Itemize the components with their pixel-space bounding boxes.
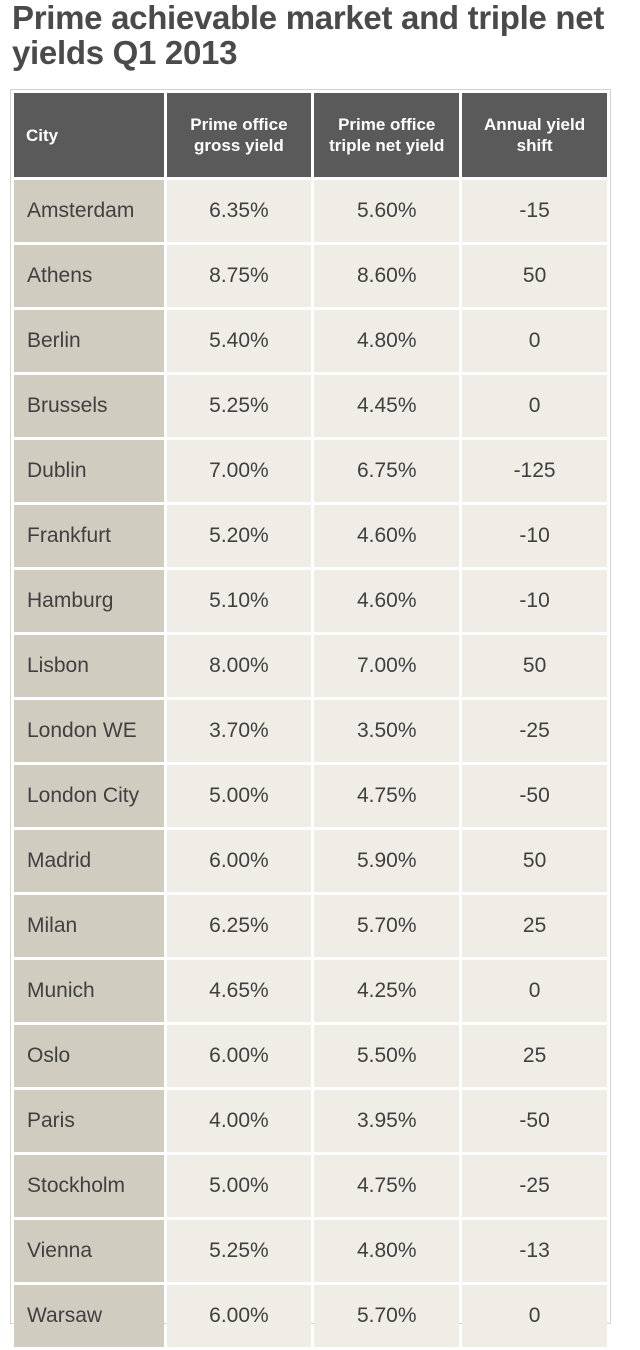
table-row — [14, 895, 607, 957]
city-cell: Berlin — [14, 310, 164, 372]
city-cell: Vienna — [14, 1220, 164, 1282]
header-triple-net-yield: Prime office triple net yield — [314, 93, 459, 177]
city-cell: Frankfurt — [14, 505, 164, 567]
table-row — [14, 1285, 607, 1347]
yield-shift-cell: -13 — [462, 1220, 607, 1282]
yield-shift-cell: -50 — [462, 1090, 607, 1152]
table-row — [14, 570, 607, 632]
gross-yield-cell: 5.20% — [167, 505, 312, 567]
gross-yield-cell: 8.75% — [167, 245, 312, 307]
city-cell: Paris — [14, 1090, 164, 1152]
city-cell: Amsterdam — [14, 180, 164, 242]
table-row — [14, 310, 607, 372]
triple-net-yield-cell: 8.60% — [314, 245, 459, 307]
table-row — [14, 635, 607, 697]
triple-net-yield-cell: 7.00% — [314, 635, 459, 697]
yield-shift-cell: -10 — [462, 570, 607, 632]
yield-shift-cell: 0 — [462, 1285, 607, 1347]
gross-yield-cell: 3.70% — [167, 700, 312, 762]
yields-table-container — [10, 89, 611, 1327]
yields-table — [11, 90, 610, 1350]
yield-shift-cell: 50 — [462, 245, 607, 307]
gross-yield-cell: 5.25% — [167, 1220, 312, 1282]
city-cell: Brussels — [14, 375, 164, 437]
gross-yield-cell: 5.25% — [167, 375, 312, 437]
header-city: City — [14, 93, 164, 177]
yield-shift-cell: 50 — [462, 830, 607, 892]
yield-shift-cell: 50 — [462, 635, 607, 697]
triple-net-yield-cell: 5.70% — [314, 895, 459, 957]
triple-net-yield-cell: 4.75% — [314, 765, 459, 827]
triple-net-yield-cell: 5.60% — [314, 180, 459, 242]
triple-net-yield-cell: 4.80% — [314, 1220, 459, 1282]
table-row — [14, 440, 607, 502]
city-cell: London WE — [14, 700, 164, 762]
gross-yield-cell: 6.00% — [167, 1285, 312, 1347]
table-row — [14, 245, 607, 307]
table-row — [14, 1220, 607, 1282]
table-row — [14, 1155, 607, 1217]
yield-shift-cell: 25 — [462, 1025, 607, 1087]
city-cell: Athens — [14, 245, 164, 307]
table-body — [14, 180, 607, 1347]
triple-net-yield-cell: 4.80% — [314, 310, 459, 372]
city-cell: Oslo — [14, 1025, 164, 1087]
gross-yield-cell: 5.40% — [167, 310, 312, 372]
table-row — [14, 960, 607, 1022]
triple-net-yield-cell: 5.90% — [314, 830, 459, 892]
city-cell: Hamburg — [14, 570, 164, 632]
gross-yield-cell: 4.00% — [167, 1090, 312, 1152]
yield-shift-cell: 0 — [462, 310, 607, 372]
yield-shift-cell: 0 — [462, 375, 607, 437]
gross-yield-cell: 6.00% — [167, 1025, 312, 1087]
yield-shift-cell: -25 — [462, 1155, 607, 1217]
gross-yield-cell: 5.00% — [167, 1155, 312, 1217]
yield-shift-cell: -50 — [462, 765, 607, 827]
gross-yield-cell: 6.35% — [167, 180, 312, 242]
table-row — [14, 1025, 607, 1087]
gross-yield-cell: 5.00% — [167, 765, 312, 827]
yield-shift-cell: -125 — [462, 440, 607, 502]
yield-shift-cell: -10 — [462, 505, 607, 567]
yield-shift-cell: 0 — [462, 960, 607, 1022]
yield-shift-cell: -25 — [462, 700, 607, 762]
table-row — [14, 375, 607, 437]
triple-net-yield-cell: 6.75% — [314, 440, 459, 502]
city-cell: Warsaw — [14, 1285, 164, 1347]
yield-shift-cell: 25 — [462, 895, 607, 957]
city-cell: Stockholm — [14, 1155, 164, 1217]
city-cell: Madrid — [14, 830, 164, 892]
triple-net-yield-cell: 4.75% — [314, 1155, 459, 1217]
triple-net-yield-cell: 4.60% — [314, 570, 459, 632]
triple-net-yield-cell: 3.95% — [314, 1090, 459, 1152]
table-row — [14, 180, 607, 242]
triple-net-yield-cell: 4.25% — [314, 960, 459, 1022]
gross-yield-cell: 8.00% — [167, 635, 312, 697]
city-cell: London City — [14, 765, 164, 827]
triple-net-yield-cell: 4.45% — [314, 375, 459, 437]
table-row — [14, 505, 607, 567]
gross-yield-cell: 7.00% — [167, 440, 312, 502]
table-row — [14, 700, 607, 762]
triple-net-yield-cell: 5.70% — [314, 1285, 459, 1347]
city-cell: Munich — [14, 960, 164, 1022]
table-row — [14, 830, 607, 892]
header-row — [14, 93, 607, 177]
triple-net-yield-cell: 5.50% — [314, 1025, 459, 1087]
header-annual-yield-shift: Annual yield shift — [462, 93, 607, 177]
table-row — [14, 1090, 607, 1152]
table-row — [14, 765, 607, 827]
gross-yield-cell: 6.25% — [167, 895, 312, 957]
gross-yield-cell: 4.65% — [167, 960, 312, 1022]
triple-net-yield-cell: 3.50% — [314, 700, 459, 762]
yield-shift-cell: -15 — [462, 180, 607, 242]
gross-yield-cell: 6.00% — [167, 830, 312, 892]
city-cell: Milan — [14, 895, 164, 957]
header-gross-yield: Prime office gross yield — [167, 93, 312, 177]
city-cell: Dublin — [14, 440, 164, 502]
chart-title: Prime achievable market and triple net yields Q1 2013 — [12, 0, 605, 71]
triple-net-yield-cell: 4.60% — [314, 505, 459, 567]
gross-yield-cell: 5.10% — [167, 570, 312, 632]
city-cell: Lisbon — [14, 635, 164, 697]
